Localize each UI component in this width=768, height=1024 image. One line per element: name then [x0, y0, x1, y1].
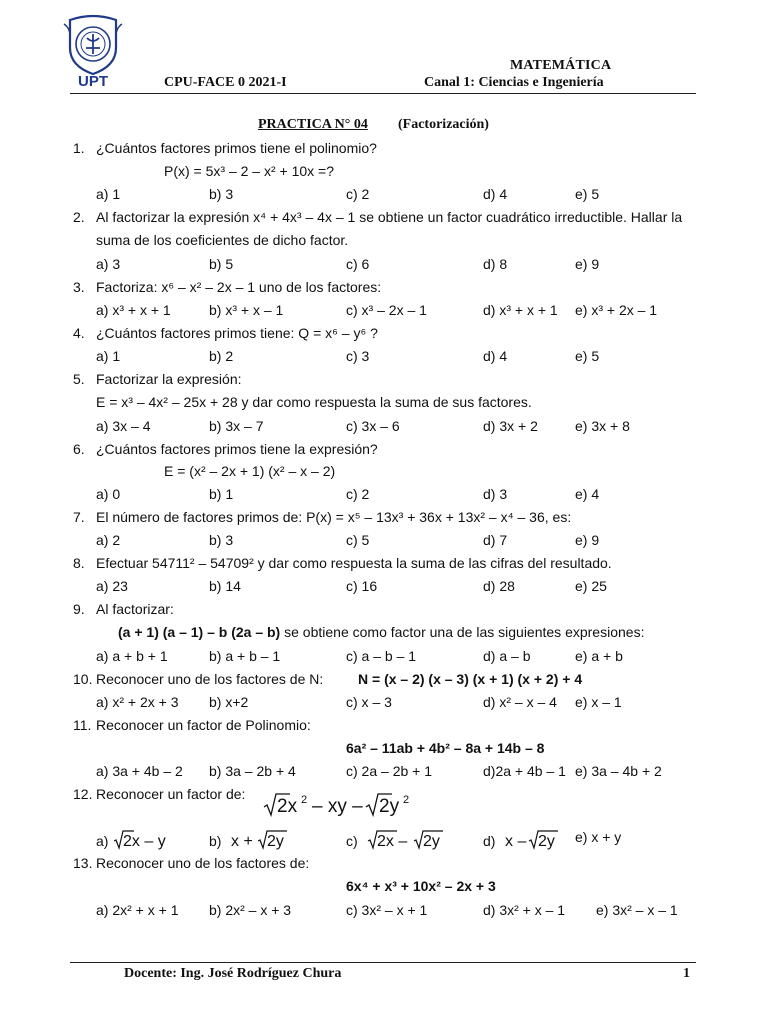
question-number: 9. — [73, 601, 85, 617]
option-a-expression — [112, 829, 174, 851]
expression-bold: 6a² – 11ab + 4b² – 8a + 14b – 8 — [346, 740, 545, 756]
option-e[interactable]: e) 9 — [575, 532, 600, 548]
question-number: 6. — [73, 441, 85, 457]
svg-text:x +: x + — [231, 833, 254, 850]
option-e[interactable]: e) 25 — [575, 578, 607, 594]
question-text: Reconocer uno de los factores de: — [96, 855, 310, 871]
option-a[interactable]: a) 3a + 4b – 2 — [96, 763, 183, 779]
svg-text:2: 2 — [403, 794, 410, 806]
option-b[interactable]: b) 3 — [209, 186, 234, 202]
question-text: Al factorizar la expresión x⁴ + 4x³ – 4x – 1 se obtiene un factor cuadrático irreductible. Hallar la — [96, 209, 683, 225]
option-b[interactable]: b) 3a – 2b + 4 — [209, 763, 296, 779]
option-b[interactable]: b) 2 — [209, 348, 234, 364]
expression: E = (x² – 2x + 1) (x² – x – 2) — [164, 463, 336, 479]
university-logo — [58, 14, 128, 88]
expression-bold: 6x⁴ + x³ + 10x² – 2x + 3 — [346, 878, 496, 894]
question-text: Reconocer un factor de Polinomio: — [96, 717, 311, 733]
practice-topic: (Factorización) — [398, 117, 489, 132]
option-d[interactable]: d) 7 — [483, 532, 508, 548]
option-a[interactable]: a) 2x² + x + 1 — [96, 902, 179, 918]
channel-label: Canal 1: Ciencias e Ingeniería — [424, 75, 604, 90]
header-divider — [70, 93, 696, 94]
option-c[interactable]: c) 5 — [346, 532, 370, 548]
option-c[interactable] — [346, 829, 448, 851]
option-b[interactable]: b) 2x² – x + 3 — [209, 902, 292, 918]
question-number: 11. — [73, 717, 92, 733]
option-c-label: c) — [346, 833, 358, 849]
question-text: ¿Cuántos factores primos tiene el polinomio? — [96, 140, 377, 156]
option-e[interactable]: e) 5 — [575, 186, 600, 202]
option-d[interactable]: d) x³ + x + 1 — [483, 302, 558, 318]
option-c[interactable]: c) 3x² – x + 1 — [346, 902, 428, 918]
question-text-2: E = x³ – 4x² – 25x + 28 y dar como respuesta la suma de sus factores. — [96, 394, 532, 410]
option-d[interactable]: d) a – b — [483, 648, 531, 664]
option-a[interactable]: a) 3 — [96, 256, 121, 272]
option-b[interactable]: b) a + b – 1 — [209, 648, 281, 664]
question-text: Reconocer uno de los factores de N: — [96, 671, 324, 687]
option-a[interactable]: a) a + b + 1 — [96, 648, 168, 664]
option-a[interactable]: a) x² + 2x + 3 — [96, 694, 179, 710]
option-c[interactable]: c) x – 3 — [346, 694, 392, 710]
question-number: 10. — [73, 671, 93, 687]
question-number: 4. — [73, 325, 85, 341]
question-number: 3. — [73, 279, 85, 295]
option-b-expression — [225, 829, 305, 851]
question-text: Efectuar 54711² – 54709² y dar como respuesta la suma de las cifras del resultado. — [96, 555, 612, 571]
option-e[interactable]: e) a + b — [575, 648, 623, 664]
option-c[interactable]: c) 3x – 6 — [346, 418, 400, 434]
course-label: CPU-FACE 0 2021-I — [164, 75, 287, 90]
option-b[interactable]: b) x+2 — [209, 694, 249, 710]
svg-text:2y: 2y — [379, 796, 400, 817]
question-12-expression — [262, 790, 422, 825]
option-a[interactable]: a) 0 — [96, 486, 121, 502]
option-b[interactable]: b) 5 — [209, 256, 234, 272]
option-a[interactable]: a) 2 — [96, 532, 121, 548]
option-e[interactable]: e) 9 — [575, 256, 600, 272]
subject-title: MATEMÁTICA — [510, 58, 612, 73]
option-c[interactable]: c) 2 — [346, 486, 370, 502]
svg-text:x –: x – — [505, 833, 527, 850]
question-number: 5. — [73, 371, 85, 387]
option-b[interactable] — [209, 829, 305, 851]
svg-text:2y: 2y — [538, 833, 556, 850]
option-d[interactable]: d) 3x + 2 — [483, 418, 538, 434]
option-c[interactable]: c) a – b – 1 — [346, 648, 417, 664]
option-e[interactable]: e) x³ + 2x – 1 — [575, 302, 658, 318]
radical-expression — [262, 790, 422, 820]
svg-text:2x –: 2x – — [376, 833, 407, 850]
option-e[interactable]: e) 3a – 4b + 2 — [575, 763, 662, 779]
expression-bold: N = (x – 2) (x – 3) (x + 1) (x + 2) + 4 — [358, 671, 583, 687]
option-e[interactable]: e) 3x + 8 — [575, 418, 630, 434]
question-number: 8. — [73, 555, 85, 571]
question-number: 12. — [73, 786, 93, 802]
option-a[interactable]: a) x³ + x + 1 — [96, 302, 171, 318]
option-a[interactable]: a) 1 — [96, 186, 121, 202]
option-d[interactable]: d)2a + 4b – 1 — [483, 763, 566, 779]
option-c-expression — [362, 829, 448, 851]
option-b-label: b) — [209, 833, 222, 849]
teacher-name: Docente: Ing. José Rodríguez Chura — [124, 966, 342, 981]
svg-text:2x – y: 2x – y — [123, 833, 167, 850]
question-text: El número de factores primos de: P(x) = x⁵ – 13x³ + 36x + 13x² – x⁴ – 36, es: — [96, 509, 572, 525]
option-c[interactable]: c) x³ – 2x – 1 — [346, 302, 427, 318]
footer-divider — [70, 962, 696, 963]
option-c[interactable]: c) 2a – 2b + 1 — [346, 763, 433, 779]
svg-text:2: 2 — [301, 794, 308, 806]
expression-rest: se obtiene como factor una de las siguientes expresiones: — [280, 624, 645, 640]
question-text: Factorizar la expresión: — [96, 371, 242, 387]
svg-text:2y: 2y — [422, 833, 440, 850]
option-d[interactable]: d) 3x² + x – 1 — [483, 902, 566, 918]
expression-bold: (a + 1) (a – 1) – b (2a – b) — [118, 624, 281, 640]
polynomial-expression: P(x) = 5x³ – 2 – x² + 10x =? — [164, 163, 335, 179]
option-e[interactable]: e) 3x² – x – 1 — [596, 902, 678, 918]
question-number: 7. — [73, 509, 85, 525]
option-a[interactable] — [96, 829, 174, 851]
option-b[interactable]: b) 3x – 7 — [209, 418, 264, 434]
question-text: ¿Cuántos factores primos tiene la expresión? — [96, 441, 378, 457]
option-d-expression — [499, 829, 571, 851]
option-d[interactable]: d) 4 — [483, 348, 508, 364]
option-b[interactable]: b) 1 — [209, 486, 234, 502]
question-number: 1. — [73, 140, 85, 156]
option-e[interactable]: e) 4 — [575, 486, 600, 502]
option-a-label: a) — [96, 833, 109, 849]
svg-text:– xy –: – xy – — [312, 796, 363, 817]
option-d[interactable]: d) 3 — [483, 486, 508, 502]
option-d-label: d) — [483, 833, 496, 849]
question-text-2: suma de los coeficientes de dicho factor. — [96, 232, 349, 248]
question-text: Reconocer un factor de: — [96, 786, 246, 802]
option-b[interactable]: b) 14 — [209, 578, 241, 594]
svg-text:2x: 2x — [277, 796, 298, 817]
option-e[interactable]: e) 5 — [575, 348, 600, 364]
option-a[interactable]: a) 1 — [96, 348, 121, 364]
option-d[interactable]: d) 8 — [483, 256, 508, 272]
option-b[interactable]: b) x³ + x – 1 — [209, 302, 284, 318]
option-c[interactable]: c) 16 — [346, 578, 378, 594]
option-e[interactable]: e) x – 1 — [575, 694, 622, 710]
option-d[interactable]: d) x² – x – 4 — [483, 694, 557, 710]
page-number: 1 — [683, 966, 690, 981]
option-c[interactable]: c) 2 — [346, 186, 370, 202]
question-text: ¿Cuántos factores primos tiene: Q = x⁶ – y⁶ ? — [96, 325, 378, 341]
question-text: Al factorizar: — [96, 601, 174, 617]
svg-text:2y: 2y — [267, 833, 285, 850]
question-number: 2. — [73, 209, 85, 225]
option-d[interactable] — [483, 829, 571, 851]
option-a[interactable]: a) 3x – 4 — [96, 418, 151, 434]
option-b[interactable]: b) 3 — [209, 532, 234, 548]
option-d[interactable]: d) 28 — [483, 578, 515, 594]
option-d[interactable]: d) 4 — [483, 186, 508, 202]
option-c[interactable]: c) 6 — [346, 256, 370, 272]
question-text: Factoriza: x⁶ – x² – 2x – 1 uno de los factores: — [96, 279, 382, 295]
question-number: 13. — [73, 855, 93, 871]
option-c[interactable]: c) 3 — [346, 348, 370, 364]
option-a[interactable]: a) 23 — [96, 578, 128, 594]
option-e[interactable]: e) x + y — [575, 829, 622, 845]
logo-text: UPT — [78, 73, 108, 88]
practice-title: PRACTICA N° 04 — [258, 117, 368, 132]
